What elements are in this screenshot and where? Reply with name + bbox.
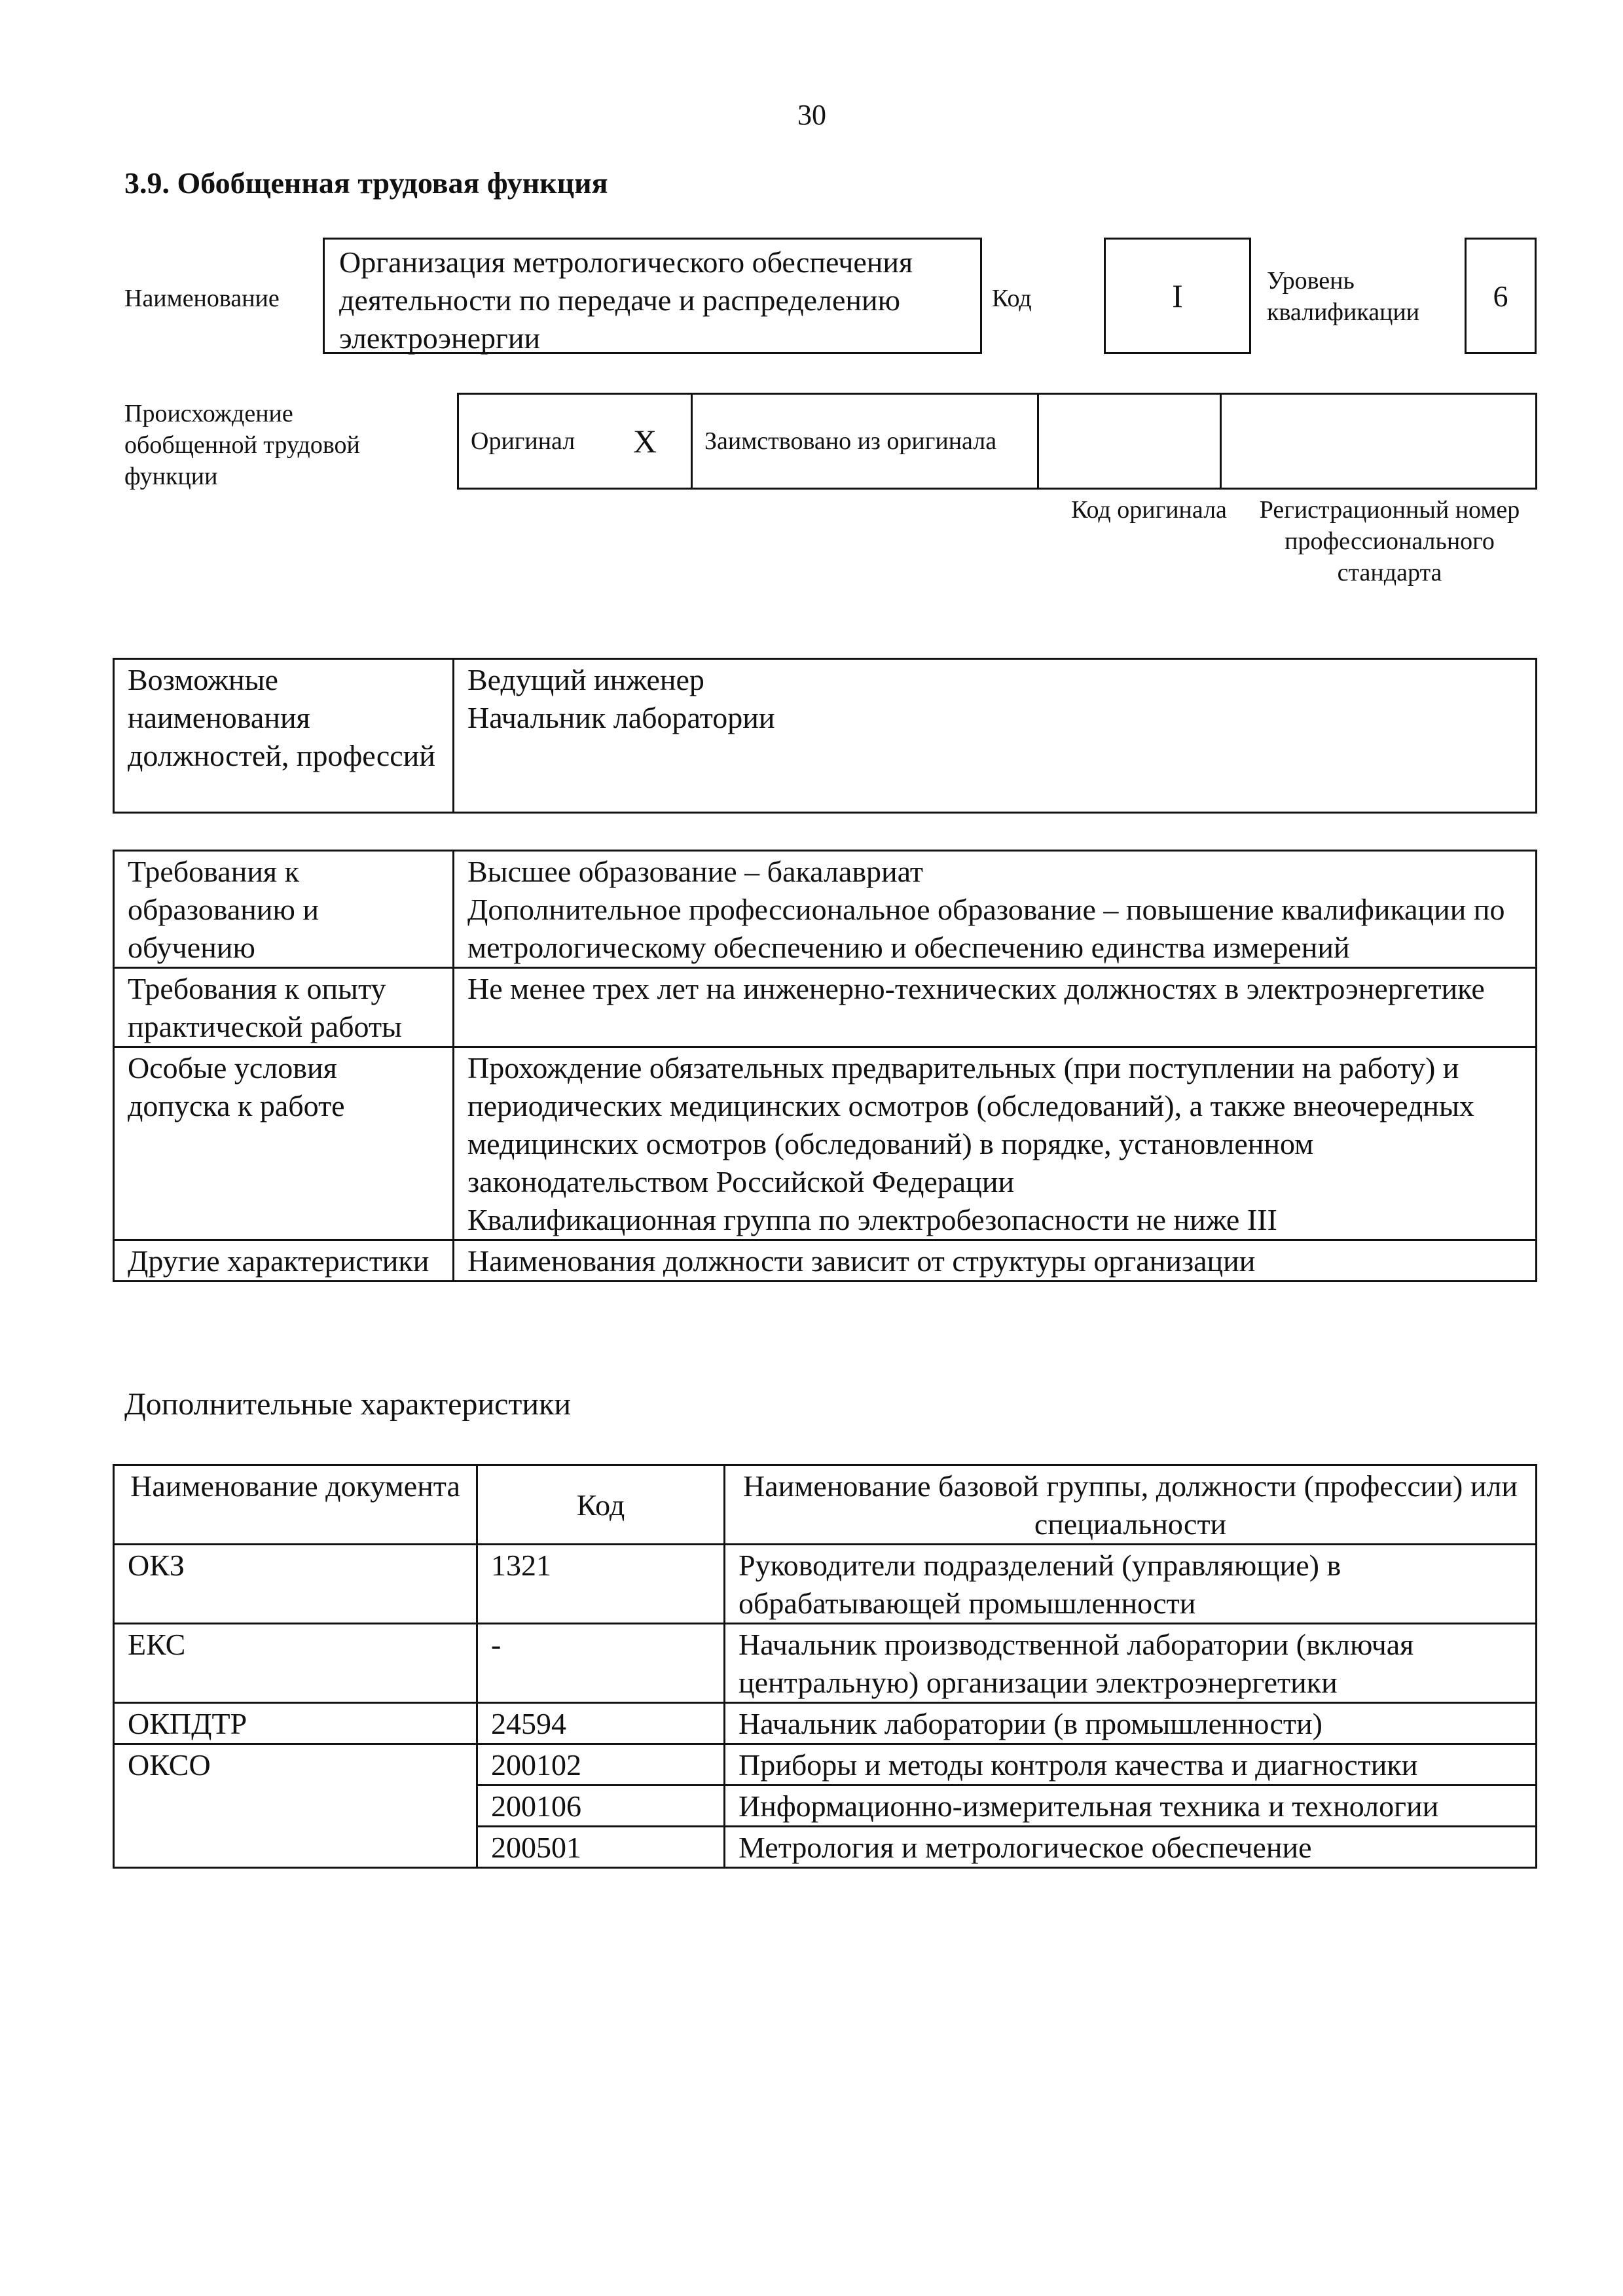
table-row xyxy=(114,1624,1537,1703)
requirement-line: Не менее трех лет на инженерно-технических должностях в электроэнергетике xyxy=(467,972,1485,1005)
function-name-value: Организация метрологического обеспечения деятельности по передаче и распределению электроэнергии xyxy=(339,245,913,355)
requirement-label: Требования к образованию и обучению xyxy=(114,851,454,968)
table-row xyxy=(114,968,1537,1047)
table-row xyxy=(114,1744,1537,1785)
position-item: Начальник лаборатории xyxy=(467,701,775,734)
borrowed-label: Заимствовано из оригинала xyxy=(692,394,1038,489)
positions-table xyxy=(113,658,1537,814)
requirement-line: Квалификационная группа по электробезопасности не ниже III xyxy=(467,1203,1277,1236)
code-cell: 200501 xyxy=(477,1827,725,1868)
document-cell: ОКСО xyxy=(114,1744,477,1868)
additional-characteristics-title: Дополнительные характеристики xyxy=(124,1387,572,1422)
name-cell: Приборы и методы контроля качества и диагностики xyxy=(725,1744,1537,1785)
name-cell: Начальник лаборатории (в промышленности) xyxy=(725,1703,1537,1744)
column-header-code: Код xyxy=(477,1465,725,1545)
document-cell: ОКПДТР xyxy=(114,1703,477,1744)
code-box xyxy=(1104,238,1251,354)
qualification-level-value: 6 xyxy=(1493,279,1508,313)
registration-number-label: Регистрационный номер профессионального стандарта xyxy=(1259,496,1520,586)
column-header-document: Наименование документа xyxy=(114,1465,477,1545)
requirement-line: Прохождение обязательных предварительных (при поступлении на работу) и периодических медицинских осмотров (обследований), а также внеочередных медицинских осмотров (обследований) в порядке, установленном законодательством Российской Федерации xyxy=(467,1051,1474,1198)
name-cell: Информационно-измерительная техника и технологии xyxy=(725,1785,1537,1827)
qualification-level-label xyxy=(1267,265,1419,328)
column-header-name: Наименование базовой группы, должности (профессии) или специальности xyxy=(725,1465,1537,1545)
table-header-row xyxy=(114,1465,1537,1545)
code-cell: 200102 xyxy=(477,1744,725,1785)
table-row xyxy=(114,851,1537,968)
requirement-label: Требования к опыту практической работы xyxy=(114,968,454,1047)
requirement-line: Наименования должности зависит от структуры организации xyxy=(467,1244,1256,1278)
code-of-original-label: Код оригинала xyxy=(1071,496,1227,524)
origin-table xyxy=(457,393,1537,490)
name-label: Наименование xyxy=(124,285,280,312)
name-cell: Метрология и метрологическое обеспечение xyxy=(725,1827,1537,1868)
qualification-level-label-line2: квалификации xyxy=(1267,298,1420,326)
qualification-level-label-line1: Уровень xyxy=(1267,267,1355,295)
original-mark: X xyxy=(633,394,692,489)
function-name-box xyxy=(323,238,982,354)
requirement-label: Особые условия допуска к работе xyxy=(114,1047,454,1240)
registration-number-cell xyxy=(1221,394,1537,489)
positions-label: Возможные наименования должностей, профессий xyxy=(114,659,454,813)
code-of-original-cell xyxy=(1038,394,1221,489)
requirement-value xyxy=(454,851,1537,968)
requirements-table xyxy=(113,850,1537,1282)
origin-label: Происхождение обобщенной трудовой функции xyxy=(124,400,360,490)
table-row xyxy=(114,1240,1537,1282)
additional-characteristics-table xyxy=(113,1464,1537,1869)
code-cell: 1321 xyxy=(477,1545,725,1624)
original-label: Оригинал xyxy=(458,394,634,489)
requirement-label: Другие характеристики xyxy=(114,1240,454,1282)
code-value: I xyxy=(1172,278,1183,314)
table-row xyxy=(114,1047,1537,1240)
requirement-line: Дополнительное профессиональное образование – повышение квалификации по метрологическому обеспечению и обеспечению единства измерений xyxy=(467,893,1505,964)
code-label: Код xyxy=(992,285,1032,312)
name-cell: Начальник производственной лаборатории (включая центральную) организации электроэнергетики xyxy=(725,1624,1537,1703)
document-cell: ОКЗ xyxy=(114,1545,477,1624)
name-cell: Руководители подразделений (управляющие) в обрабатывающей промышленности xyxy=(725,1545,1537,1624)
document-cell: ЕКС xyxy=(114,1624,477,1703)
requirement-line: Высшее образование – бакалавриат xyxy=(467,855,923,888)
table-row xyxy=(114,1703,1537,1744)
positions-values xyxy=(454,659,1537,813)
code-cell: 200106 xyxy=(477,1785,725,1827)
requirement-value xyxy=(454,1240,1537,1282)
requirement-value xyxy=(454,1047,1537,1240)
table-row xyxy=(114,1545,1537,1624)
section-title: 3.9. Обобщенная трудовая функция xyxy=(124,166,608,200)
position-item: Ведущий инженер xyxy=(467,663,704,696)
code-cell: - xyxy=(477,1624,725,1703)
page-number: 30 xyxy=(797,99,826,131)
requirement-value xyxy=(454,968,1537,1047)
code-cell: 24594 xyxy=(477,1703,725,1744)
qualification-level-box xyxy=(1465,238,1537,354)
